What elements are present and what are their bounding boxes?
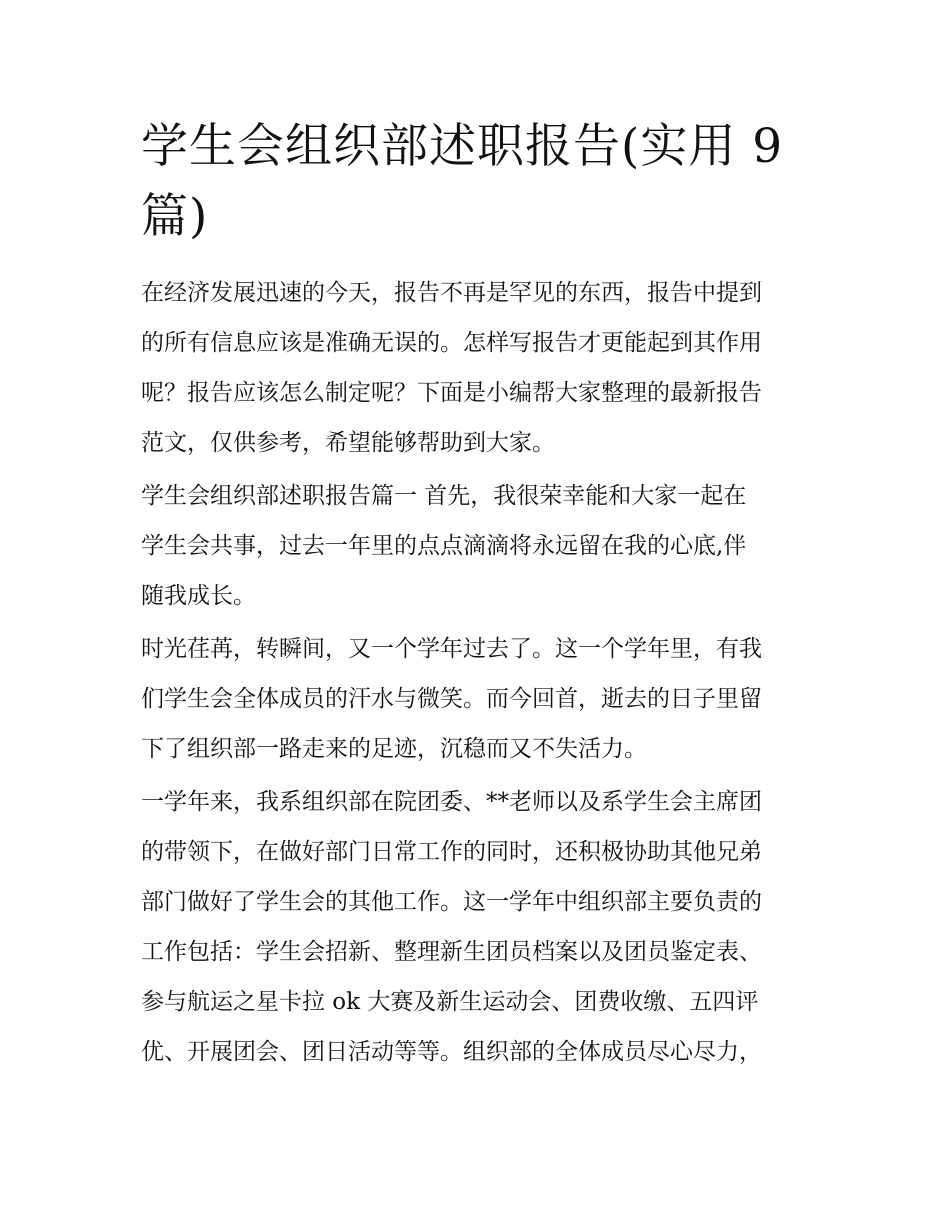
text-line: 工作包括：学生会招新、整理新生团员档案以及团员鉴定表、 <box>141 939 762 965</box>
text-line: 时光荏苒，转瞬间，又一个学年过去了。这一个学年里，有我 <box>141 636 762 662</box>
text-line: 的所有信息应该是准确无误的。怎样写报告才更能起到其作用 <box>141 330 762 356</box>
text-line: 部门做好了学生会的其他工作。这一学年中组织部主要负责的 <box>141 889 762 915</box>
text-line: 随我成长。 <box>141 583 256 609</box>
text-line: 一学年来，我系组织部在院团委、**老师以及系学生会主席团 <box>141 789 762 815</box>
title-line: 学生会组织部述职报告(实用 9 <box>141 119 784 174</box>
text-line: 们学生会全体成员的汗水与微笑。而今回首，逝去的日子里留 <box>141 686 762 712</box>
paragraph-work-summary <box>141 777 813 1077</box>
text-line: 呢？报告应该怎么制定呢？下面是小编帮大家整理的最新报告 <box>141 380 762 406</box>
text-line: 范文，仅供参考，希望能够帮助到大家。 <box>141 430 555 456</box>
paragraph-reflection <box>141 624 813 774</box>
text-line: 在经济发展迅速的今天，报告不再是罕见的东西，报告中提到 <box>141 280 762 306</box>
text-line: 下了组织部一路走来的足迹，沉稳而又不失活力。 <box>141 736 647 762</box>
text-line: 参与航运之星卡拉 ok 大赛及新生运动会、团费收缴、五四评 <box>141 989 759 1015</box>
paragraph-section-one <box>141 471 813 621</box>
document-body <box>141 268 813 1077</box>
text-line: 优、开展团会、团日活动等等。组织部的全体成员尽心尽力， <box>141 1039 762 1065</box>
paragraph-intro <box>141 268 813 468</box>
text-line: 学生会组织部述职报告篇一 首先，我很荣幸能和大家一起在 <box>141 483 747 509</box>
text-line: 的带领下，在做好部门日常工作的同时，还积极协助其他兄弟 <box>141 839 762 865</box>
document-title <box>141 112 813 252</box>
document-content <box>141 112 813 1080</box>
text-line: 学生会共事，过去一年里的点点滴滴将永远留在我的心底,伴 <box>141 533 747 559</box>
title-line: 篇) <box>141 189 209 244</box>
